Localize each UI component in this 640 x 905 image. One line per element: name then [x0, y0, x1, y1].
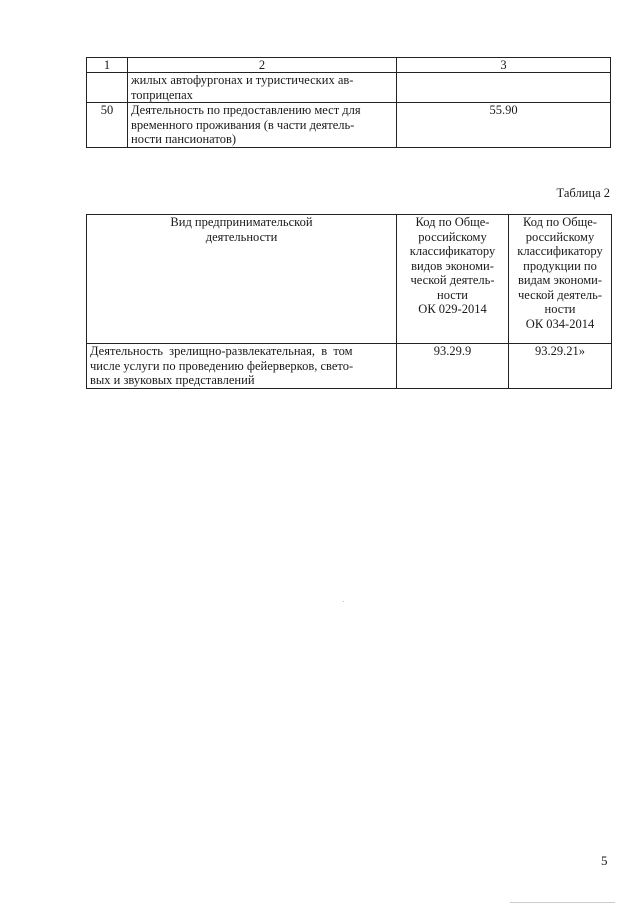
row-number: 50 — [87, 103, 128, 148]
header-okpd-code: Код по Обще- российскому классификатору продукции по видам экономи- ческой деятель- ности ОК 034-2014 — [509, 215, 612, 344]
activity-description: Деятельность зрелищно-развлекательная, в том числе услуги по проведению фейерверков, свето- вых и звуковых представлений — [87, 344, 397, 389]
activity-text: Деятельность по предоставлению мест для временного проживания (в части деятель- ности пансионатов) — [128, 103, 397, 148]
okved-code: 93.29.9 — [397, 344, 509, 389]
scan-speck — [343, 601, 344, 602]
column-number-3: 3 — [397, 58, 611, 73]
table-row — [87, 103, 611, 148]
row-number — [87, 73, 128, 103]
scan-edge-line — [510, 902, 615, 903]
table-header-row — [87, 58, 611, 73]
column-number-1: 1 — [87, 58, 128, 73]
code-cell: 55.90 — [397, 103, 611, 148]
column-number-2: 2 — [128, 58, 397, 73]
code-cell — [397, 73, 611, 103]
table-row — [87, 344, 612, 389]
activity-codes-table — [86, 214, 612, 389]
table-caption: Таблица 2 — [556, 186, 610, 200]
page-number: 5 — [601, 853, 608, 868]
table-header-row — [87, 215, 612, 344]
activity-text: жилых автофургонах и туристических ав- топрицепах — [128, 73, 397, 103]
header-okved-code: Код по Обще- российскому классификатору видов экономи- ческой деятель- ности ОК 029-2014 — [397, 215, 509, 344]
okpd-code: 93.29.21» — [509, 344, 612, 389]
header-activity-type: Вид предпринимательской деятельности — [87, 215, 397, 344]
continuation-table — [86, 57, 611, 148]
table-row — [87, 73, 611, 103]
